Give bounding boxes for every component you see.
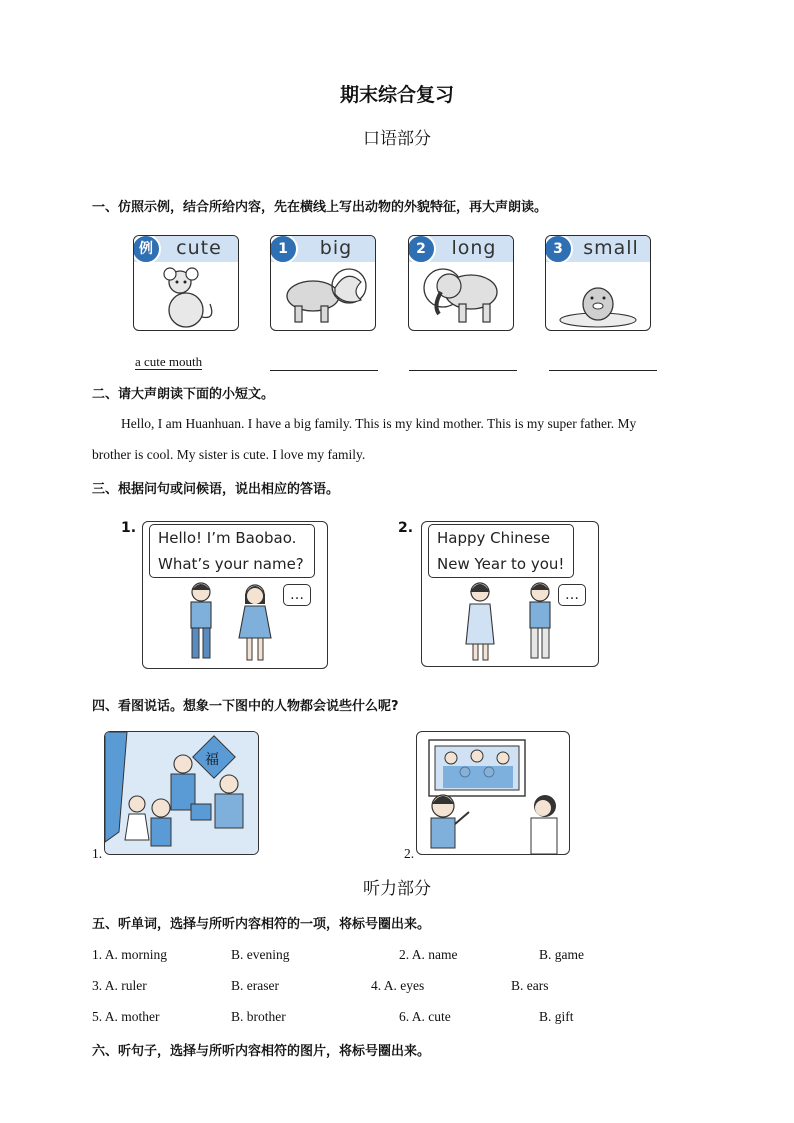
example-answer: a cute mouth xyxy=(135,354,203,369)
section-title-oral: 口语部分 xyxy=(363,129,431,149)
item-number: 2. xyxy=(398,520,414,536)
option-text[interactable]: B. evening xyxy=(231,947,290,962)
boy-girl-icon xyxy=(173,578,283,666)
dialogue-scene-1 xyxy=(142,521,328,669)
family-gift-illustration xyxy=(105,732,258,854)
section3-heading: 三、根据问句或问候语，说出相应的答语。 xyxy=(92,482,340,497)
greeting-children-icon xyxy=(458,578,568,666)
family-photo-illustration xyxy=(417,732,569,854)
option-text[interactable]: 2. A. name xyxy=(399,947,458,962)
bubble-line: Hello! I’m Baobao. xyxy=(158,529,297,547)
option-text[interactable]: B. gift xyxy=(539,1009,574,1024)
card-mole xyxy=(545,235,651,331)
dialogue-scene-2 xyxy=(421,521,599,667)
option-text[interactable]: 6. A. cute xyxy=(399,1009,451,1024)
card-example-mouse xyxy=(133,235,239,331)
section1-heading: 一、仿照示例，结合所给内容，先在横线上写出动物的外貌特征，再大声朗读。 xyxy=(92,200,548,215)
option-text[interactable]: 1. A. morning xyxy=(92,947,168,962)
option-text[interactable]: 3. A. ruler xyxy=(92,978,147,993)
bubble-line: What’s your name? xyxy=(158,555,304,573)
reply-bubble: … xyxy=(283,584,311,606)
section-title-listening: 听力部分 xyxy=(363,879,431,899)
mole-icon xyxy=(546,262,650,330)
card-word: big xyxy=(319,237,353,259)
page-title: 期末综合复习 xyxy=(339,84,454,106)
speech-bubble xyxy=(149,524,315,578)
bubble-line: Happy Chinese xyxy=(437,529,551,547)
answer-line-3[interactable] xyxy=(549,354,657,371)
reply-bubble: … xyxy=(558,584,586,606)
number-badge: 2 xyxy=(408,235,436,264)
answer-line-1[interactable] xyxy=(270,354,378,371)
item-number: 1. xyxy=(121,520,137,536)
hippo-icon xyxy=(271,262,375,330)
section5-heading: 五、听单词，选择与所听内容相符的一项，将标号圈出来。 xyxy=(92,917,431,932)
number-badge: 1 xyxy=(270,235,298,264)
number-badge: 3 xyxy=(545,235,573,264)
option-text[interactable]: 5. A. mother xyxy=(92,1009,160,1024)
card-word: cute xyxy=(176,237,222,259)
option-text[interactable]: 4. A. eyes xyxy=(371,978,425,993)
passage-line-2: brother is cool. My sister is cute. I love my family. xyxy=(92,447,366,462)
section6-heading: 六、听句子，选择与所听内容相符的图片，将标号圈出来。 xyxy=(92,1044,431,1059)
speech-bubble xyxy=(428,524,574,578)
bubble-line: New Year to you! xyxy=(437,555,565,573)
answer-line-2[interactable] xyxy=(409,354,517,371)
card-word: small xyxy=(583,237,639,259)
card-hippo xyxy=(270,235,376,331)
picture-number: 1. xyxy=(92,846,103,861)
option-text[interactable]: B. eraser xyxy=(231,978,279,993)
picture-number: 2. xyxy=(404,846,415,861)
option-text[interactable]: B. game xyxy=(539,947,584,962)
card-elephant xyxy=(408,235,514,331)
photo-scene-picture xyxy=(416,731,570,855)
example-badge: 例 xyxy=(133,235,161,264)
card-word: long xyxy=(451,237,497,259)
passage-line-1: Hello, I am Huanhuan. I have a big family. This is my kind mother. This is my super father. My xyxy=(121,416,637,431)
family-scene-picture xyxy=(104,731,259,855)
mouse-icon xyxy=(134,262,238,330)
section4-heading: 四、看图说话。想象一下图中的人物都会说些什么呢? xyxy=(92,699,399,714)
option-text[interactable]: B. brother xyxy=(231,1009,286,1024)
elephant-icon xyxy=(409,262,513,330)
fu-character: 福 xyxy=(205,752,219,768)
option-text[interactable]: B. ears xyxy=(511,978,549,993)
section2-heading: 二、请大声朗读下面的小短文。 xyxy=(92,387,275,402)
